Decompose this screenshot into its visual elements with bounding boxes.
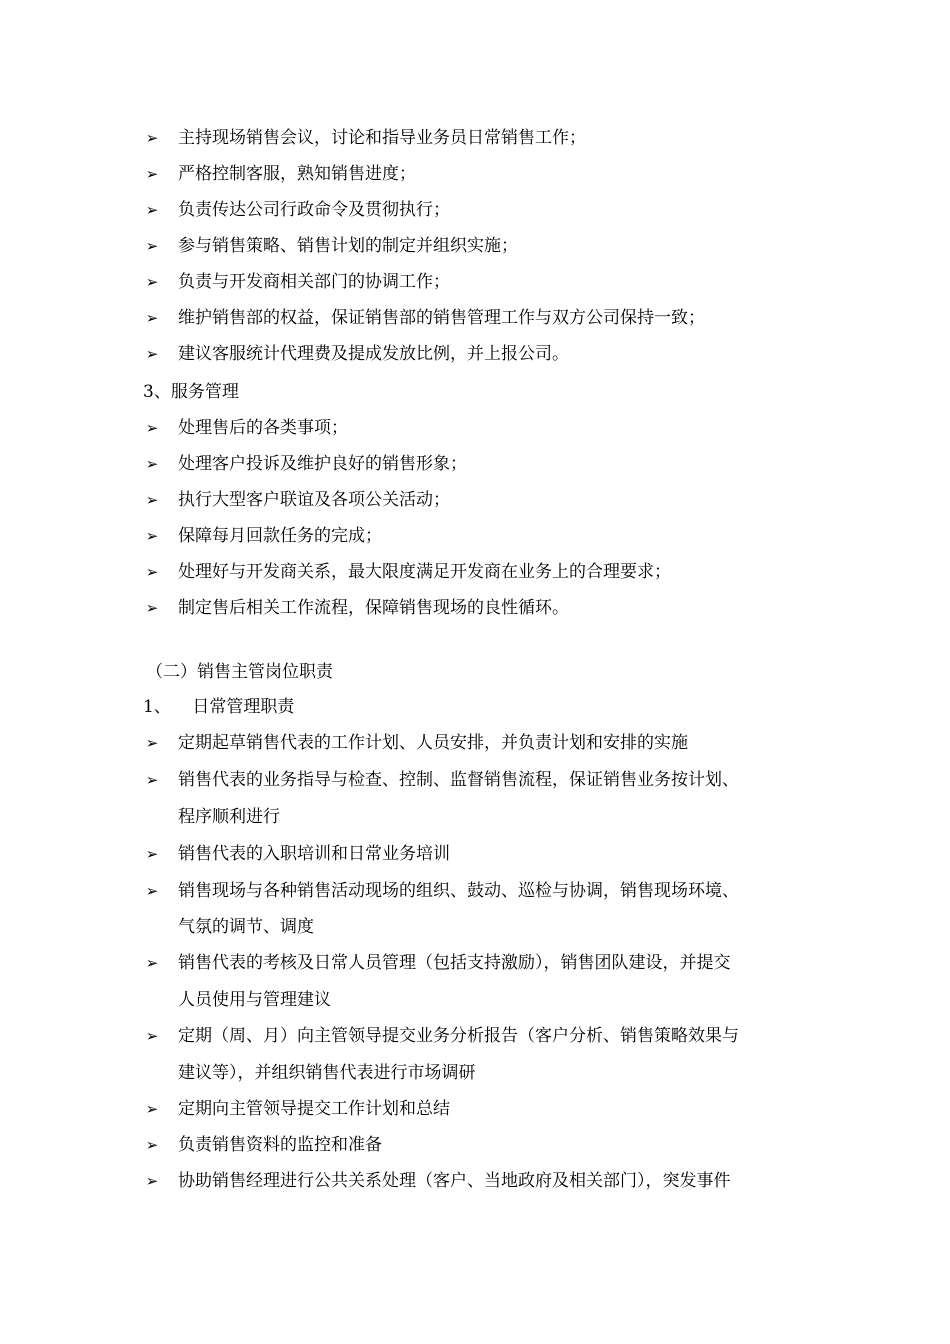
list-item-text: 销售代表的业务指导与检查、控制、监督销售流程，保证销售业务按计划、 xyxy=(178,770,739,790)
arrow-bullet-icon: ➢ xyxy=(145,771,159,789)
arrow-bullet-icon: ➢ xyxy=(145,734,159,752)
list-item-text: 参与销售策略、销售计划的制定并组织实施； xyxy=(178,236,518,256)
arrow-bullet-icon: ➢ xyxy=(145,1027,159,1045)
section-heading xyxy=(0,689,950,725)
list-item-text: 处理好与开发商关系，最大限度满足开发商在业务上的合理要求； xyxy=(178,562,671,582)
list-item xyxy=(0,120,950,156)
list-item xyxy=(0,228,950,264)
arrow-bullet-icon: ➢ xyxy=(145,954,159,972)
list-item-text: 维护销售部的权益，保证销售部的销售管理工作与双方公司保持一致； xyxy=(178,308,705,328)
list-item-text: 建议等），并组织销售代表进行市场调研 xyxy=(178,1063,476,1083)
list-item-text: 负责传达公司行政命令及贯彻执行； xyxy=(178,200,450,220)
list-item xyxy=(0,336,950,372)
arrow-bullet-icon: ➢ xyxy=(145,129,159,147)
list-item-text: 定期向主管领导提交工作计划和总结 xyxy=(178,1099,450,1119)
list-item-text: 负责销售资料的监控和准备 xyxy=(178,1135,382,1155)
list-item-text: 气氛的调节、调度 xyxy=(178,917,314,937)
section-heading-text: 3、服务管理 xyxy=(143,382,239,402)
list-item xyxy=(0,945,950,981)
list-item xyxy=(0,590,950,626)
list-item xyxy=(0,156,950,192)
list-item xyxy=(0,762,950,798)
list-item-text: 程序顺利进行 xyxy=(178,807,280,827)
arrow-bullet-icon: ➢ xyxy=(145,1100,159,1118)
list-item xyxy=(0,873,950,909)
list-item xyxy=(0,554,950,590)
list-item-text: 严格控制客服，熟知销售进度； xyxy=(178,164,416,184)
arrow-bullet-icon: ➢ xyxy=(145,201,159,219)
list-item-text: 定期（周、月）向主管领导提交业务分析报告（客户分析、销售策略效果与 xyxy=(178,1026,739,1046)
list-item xyxy=(0,192,950,228)
list-item xyxy=(0,446,950,482)
section-heading xyxy=(0,374,950,410)
list-item-text: 处理客户投诉及维护良好的销售形象； xyxy=(178,454,467,474)
list-item-text: 保障每月回款任务的完成； xyxy=(178,526,382,546)
arrow-bullet-icon: ➢ xyxy=(145,1172,159,1190)
arrow-bullet-icon: ➢ xyxy=(145,165,159,183)
list-item xyxy=(0,1018,950,1054)
list-item-text: 销售代表的考核及日常人员管理（包括支持激励），销售团队建设，并提交 xyxy=(178,953,731,973)
list-item-continuation xyxy=(0,799,950,835)
arrow-bullet-icon: ➢ xyxy=(145,563,159,581)
chapter-title-text: （二）销售主管岗位职责 xyxy=(146,662,333,682)
list-item xyxy=(0,264,950,300)
list-item-text: 处理售后的各类事项； xyxy=(178,418,348,438)
list-item-continuation xyxy=(0,1055,950,1091)
arrow-bullet-icon: ➢ xyxy=(145,345,159,363)
arrow-bullet-icon: ➢ xyxy=(145,491,159,509)
arrow-bullet-icon: ➢ xyxy=(145,309,159,327)
list-item-text: 执行大型客户联谊及各项公关活动； xyxy=(178,490,450,510)
list-item xyxy=(0,836,950,872)
list-item xyxy=(0,300,950,336)
list-item-text: 人员使用与管理建议 xyxy=(178,990,331,1010)
list-item-continuation xyxy=(0,982,950,1018)
list-item-text: 负责与开发商相关部门的协调工作； xyxy=(178,272,450,292)
list-item-text: 协助销售经理进行公共关系处理（客户、当地政府及相关部门），突发事件 xyxy=(178,1171,731,1191)
list-item xyxy=(0,1163,950,1199)
arrow-bullet-icon: ➢ xyxy=(145,273,159,291)
list-item xyxy=(0,725,950,761)
list-item-text: 制定售后相关工作流程，保障销售现场的良性循环。 xyxy=(178,598,569,618)
list-item-continuation xyxy=(0,909,950,945)
list-item xyxy=(0,482,950,518)
list-item xyxy=(0,518,950,554)
list-item xyxy=(0,410,950,446)
arrow-bullet-icon: ➢ xyxy=(145,419,159,437)
list-item xyxy=(0,1091,950,1127)
arrow-bullet-icon: ➢ xyxy=(145,845,159,863)
section-heading-text: 1、 日常管理职责 xyxy=(143,697,295,717)
arrow-bullet-icon: ➢ xyxy=(145,237,159,255)
chapter-title xyxy=(0,654,950,690)
arrow-bullet-icon: ➢ xyxy=(145,527,159,545)
list-item-text: 定期起草销售代表的工作计划、人员安排，并负责计划和安排的实施 xyxy=(178,733,688,753)
list-item-text: 建议客服统计代理费及提成发放比例，并上报公司。 xyxy=(178,344,569,364)
arrow-bullet-icon: ➢ xyxy=(145,455,159,473)
arrow-bullet-icon: ➢ xyxy=(145,1136,159,1154)
arrow-bullet-icon: ➢ xyxy=(145,599,159,617)
list-item-text: 销售现场与各种销售活动现场的组织、鼓动、巡检与协调，销售现场环境、 xyxy=(178,881,739,901)
arrow-bullet-icon: ➢ xyxy=(145,882,159,900)
list-item-text: 销售代表的入职培训和日常业务培训 xyxy=(178,844,450,864)
list-item xyxy=(0,1127,950,1163)
list-item-text: 主持现场销售会议，讨论和指导业务员日常销售工作； xyxy=(178,128,586,148)
